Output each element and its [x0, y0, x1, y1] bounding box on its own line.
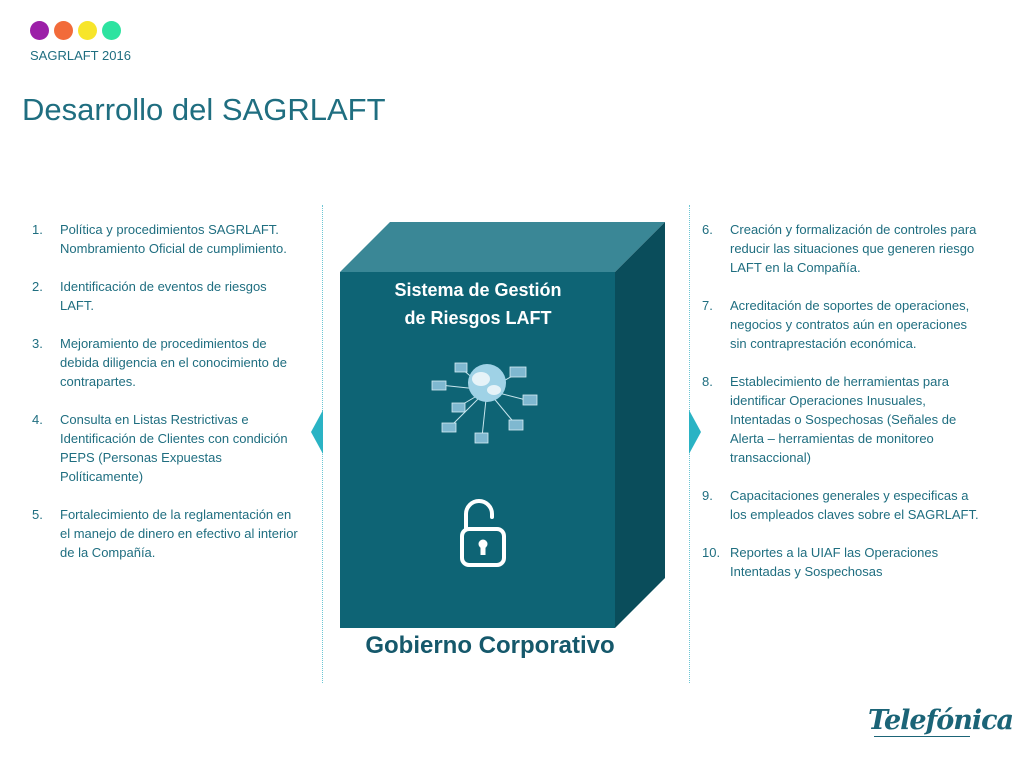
item-number: 2. — [32, 279, 43, 294]
item-number: 7. — [702, 298, 713, 313]
telefonica-logo: Telefónica — [868, 705, 1014, 736]
left-list — [32, 220, 304, 581]
item-number: 8. — [702, 374, 713, 389]
unlocked-padlock-icon — [457, 497, 509, 569]
list-item — [702, 296, 980, 353]
list-item — [32, 334, 304, 391]
list-item — [702, 220, 980, 277]
page-title: Desarrollo del SAGRLAFT — [22, 92, 386, 127]
logo-underline — [874, 736, 970, 737]
list-item — [32, 505, 304, 562]
list-item — [32, 410, 304, 486]
footer-label: Gobierno Corporativo — [365, 632, 615, 659]
dot-green — [102, 21, 121, 40]
item-text: Fortalecimiento de la reglamentación en el manejo de dinero en efectivo al interior de la Compañía. — [60, 507, 298, 560]
network-globe-icon — [420, 355, 550, 450]
item-number: 10. — [702, 545, 721, 560]
item-number: 9. — [702, 488, 713, 503]
cube-title-line2: de Riesgos LAFT — [404, 308, 552, 328]
item-text: Acreditación de soportes de operaciones, negocios y contratos aún en operaciones sin contraprestación económica. — [730, 298, 970, 351]
list-item — [702, 486, 980, 524]
chevron-left-icon — [311, 410, 325, 454]
color-dots — [30, 21, 121, 40]
cube-title-line1: Sistema de Gestión — [394, 280, 562, 300]
cube-title — [340, 276, 616, 332]
list-item — [32, 220, 304, 258]
item-text: Capacitaciones generales y especificas a los empleados claves sobre el SAGRLAFT. — [730, 488, 979, 522]
dot-yellow — [78, 21, 97, 40]
item-text: Reportes a la UIAF las Operaciones Intentadas y Sospechosas — [730, 545, 939, 579]
item-text: Creación y formalización de controles para reducir las situaciones que generen riesgo LAFT en la Compañía. — [730, 222, 977, 275]
item-number: 6. — [702, 222, 713, 237]
item-text: Mejoramiento de procedimientos de debida diligencia en el conocimiento de contrapartes. — [60, 336, 287, 389]
dot-purple — [30, 21, 49, 40]
item-text: Establecimiento de herramientas para identificar Operaciones Inusuales, Intentadas o Sospechosas (Señales de Alerta – herramientas de monitoreo transaccional) — [730, 374, 957, 465]
right-list — [702, 220, 980, 600]
cube-top — [340, 222, 665, 272]
list-item — [32, 277, 304, 315]
item-number: 1. — [32, 222, 43, 237]
item-number: 5. — [32, 507, 43, 522]
list-item — [702, 543, 980, 581]
cube-side — [615, 222, 665, 628]
chevron-right-icon — [689, 410, 703, 454]
item-text: Política y procedimientos SAGRLAFT. Nombramiento Oficial de cumplimiento. — [60, 222, 287, 256]
dot-orange — [54, 21, 73, 40]
item-text: Consulta en Listas Restrictivas e Identificación de Clientes con condición PEPS (Personas Expuestas Políticamente) — [60, 412, 288, 484]
slide-tag: SAGRLAFT 2016 — [30, 48, 131, 63]
list-item — [702, 372, 980, 467]
item-number: 3. — [32, 336, 43, 351]
item-number: 4. — [32, 412, 43, 427]
item-text: Identificación de eventos de riesgos LAFT. — [60, 279, 267, 313]
